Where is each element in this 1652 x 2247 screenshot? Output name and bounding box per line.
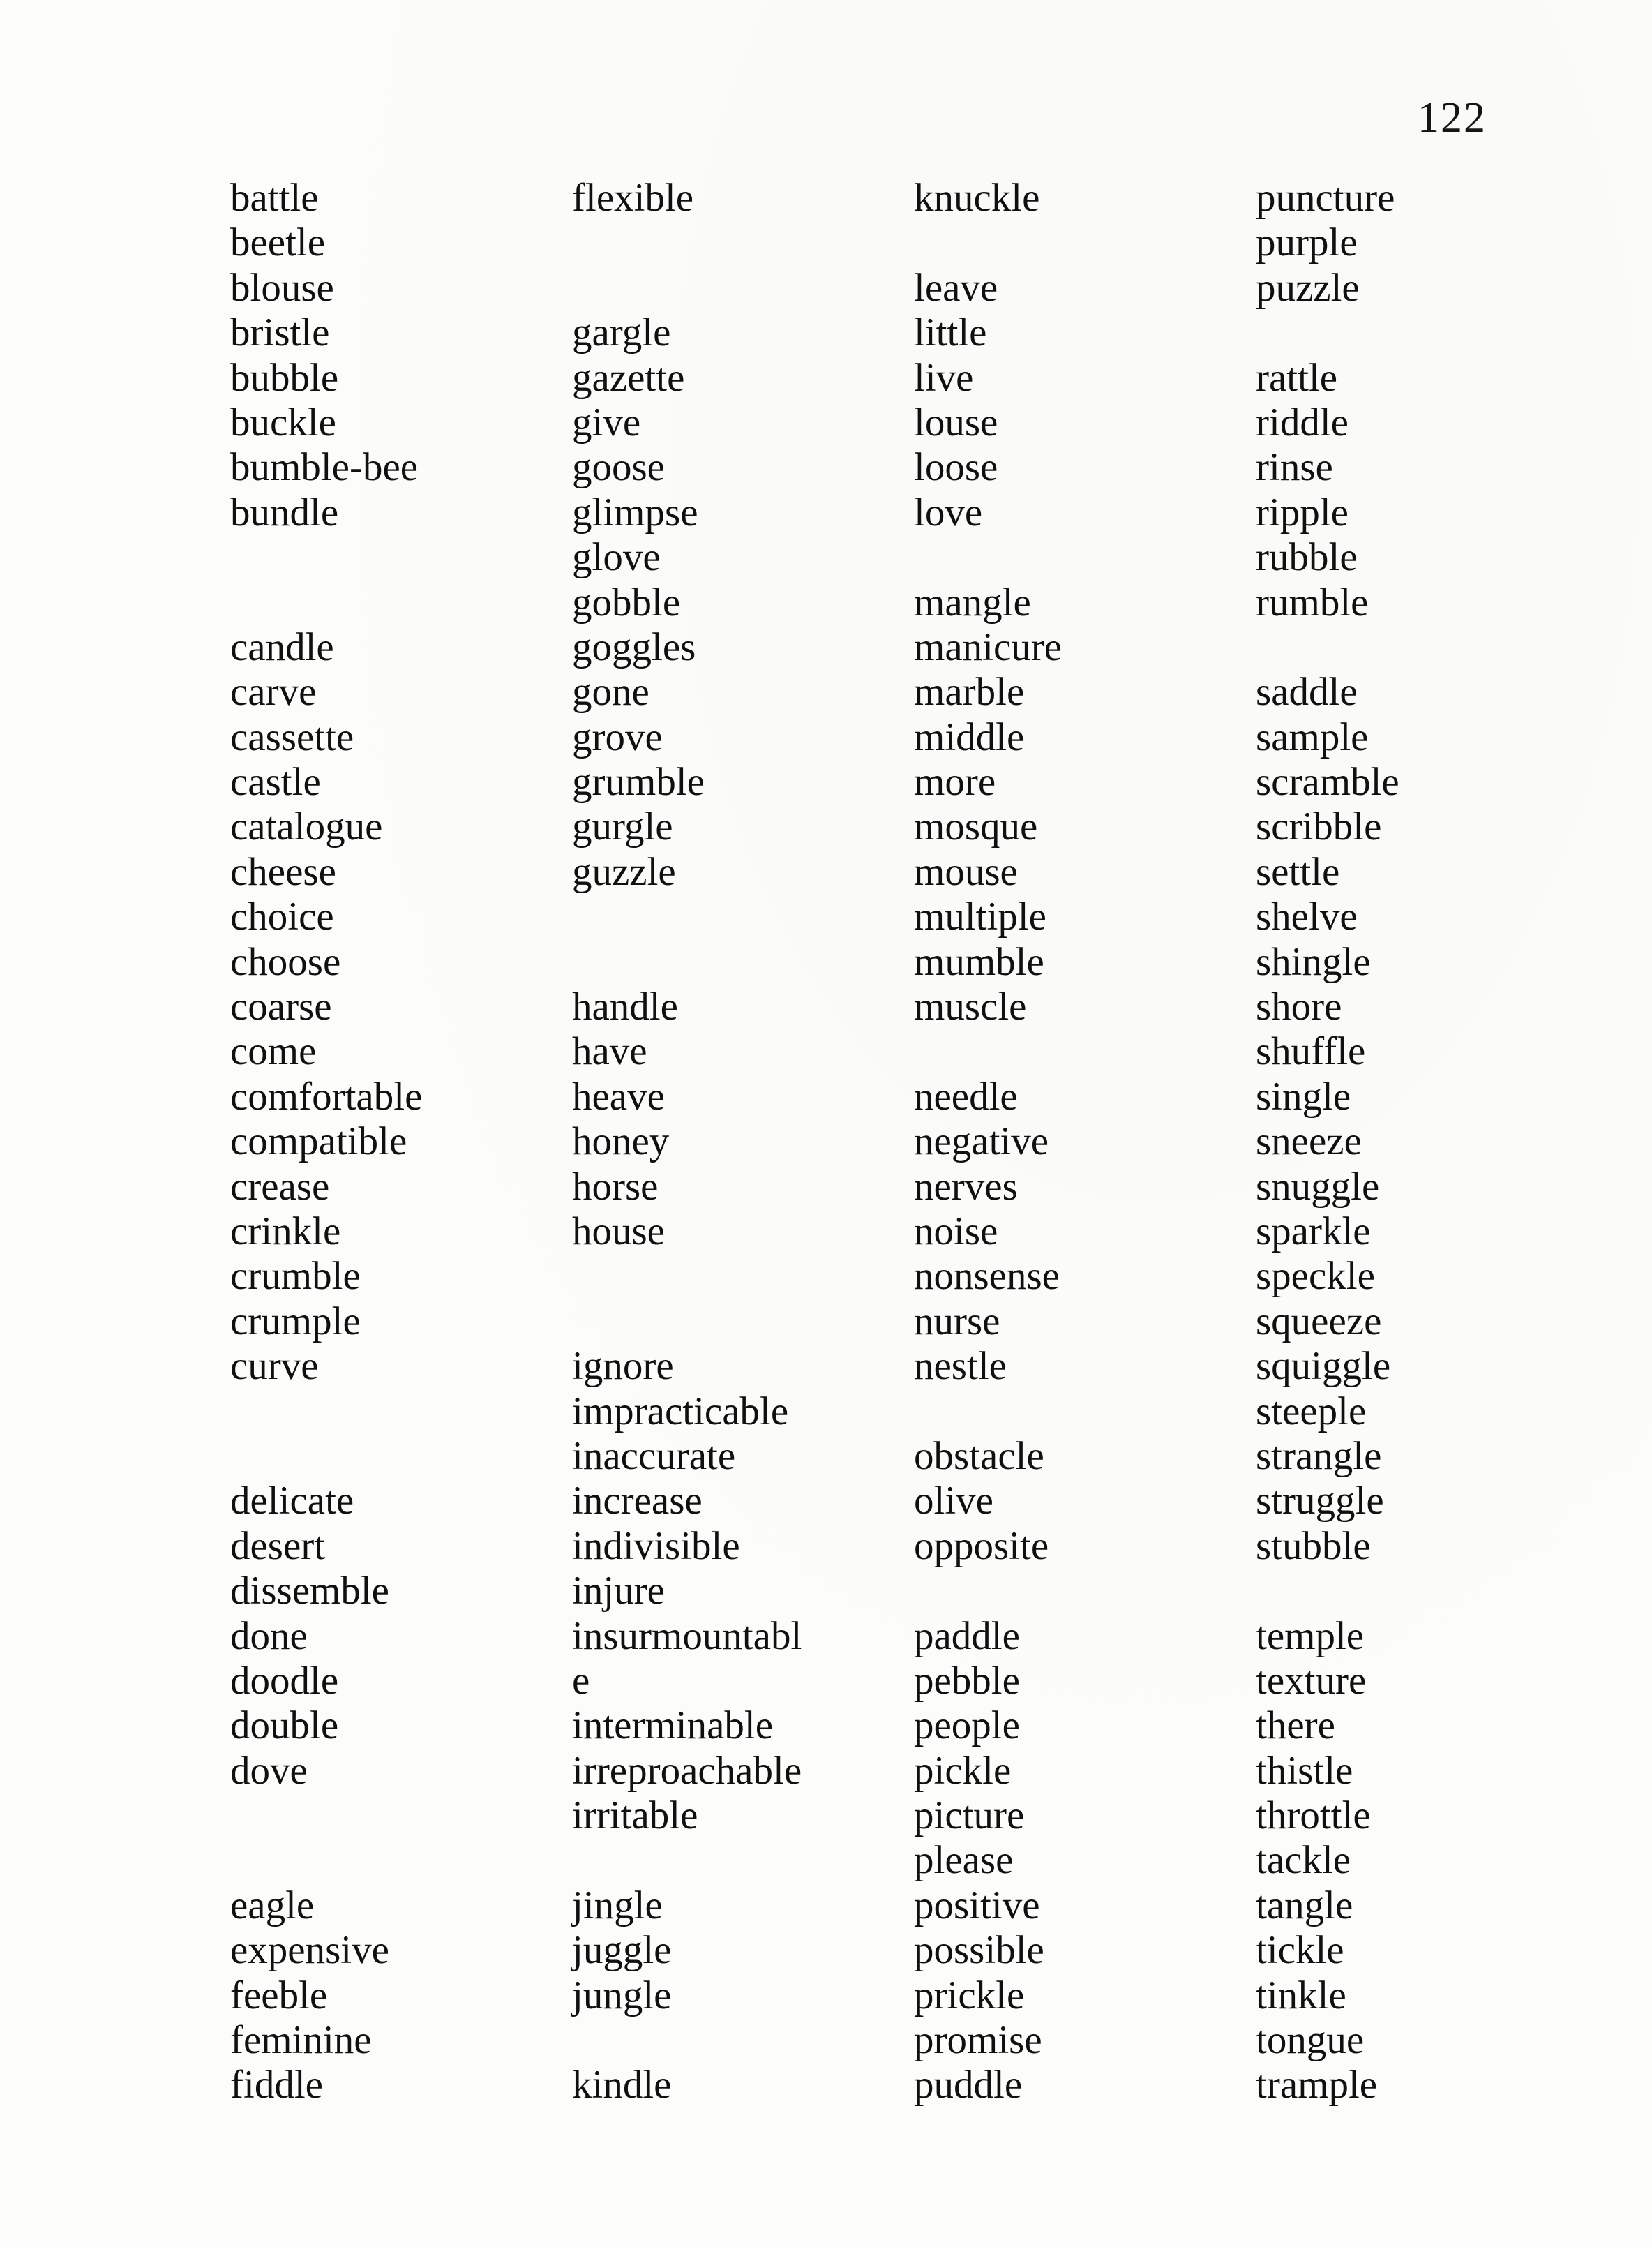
word: e — [572, 1658, 590, 1703]
word: stubble — [1256, 1523, 1371, 1568]
word: rumble — [1256, 580, 1369, 625]
word-row — [230, 1614, 1619, 1659]
word: tackle — [1256, 1838, 1351, 1883]
word: knuckle — [914, 176, 1040, 220]
word: impracticable — [572, 1389, 789, 1433]
word: gobble — [572, 580, 681, 625]
empty-cell — [230, 535, 572, 580]
word: dove — [230, 1748, 308, 1793]
word: flexible — [572, 176, 694, 220]
word: cassette — [230, 715, 354, 759]
word: saddle — [1256, 670, 1358, 715]
word: positive — [914, 1883, 1040, 1927]
word: love — [914, 490, 983, 535]
word: shore — [1256, 985, 1342, 1029]
empty-cell — [914, 1029, 1256, 1074]
word-row — [230, 1434, 1619, 1479]
word-row — [230, 1209, 1619, 1254]
word: possible — [914, 1928, 1044, 1973]
word: squeeze — [1256, 1299, 1382, 1343]
empty-cell — [914, 1389, 1256, 1434]
word: scramble — [1256, 760, 1399, 805]
word: steeple — [1256, 1389, 1367, 1433]
word: handle — [572, 985, 678, 1029]
word: promise — [914, 2018, 1042, 2063]
empty-cell — [230, 1793, 572, 1838]
word: bumble-bee — [230, 445, 419, 490]
word-row — [230, 445, 1619, 490]
word-row — [230, 2063, 1619, 2107]
word: temple — [1256, 1613, 1365, 1658]
word-row — [230, 266, 1619, 311]
word: gazette — [572, 355, 685, 400]
word: throttle — [1256, 1793, 1371, 1838]
word: jungle — [572, 1973, 672, 2017]
word: live — [914, 355, 974, 400]
empty-cell — [572, 1254, 914, 1299]
word: done — [230, 1613, 308, 1658]
word-row — [230, 535, 1619, 580]
word: injure — [572, 1569, 665, 1613]
word: louse — [914, 400, 998, 445]
word: glove — [572, 535, 661, 580]
word: crumble — [230, 1254, 361, 1299]
empty-cell — [230, 581, 572, 625]
word: dissemble — [230, 1569, 389, 1613]
empty-cell — [914, 1569, 1256, 1613]
empty-cell — [914, 221, 1256, 265]
word: purple — [1256, 221, 1358, 265]
word: nurse — [914, 1299, 1000, 1343]
word: scribble — [1256, 805, 1382, 849]
word: doodle — [230, 1658, 339, 1703]
word: horse — [572, 1164, 659, 1209]
word: manicure — [914, 625, 1062, 669]
word: pickle — [914, 1748, 1012, 1793]
word: blouse — [230, 265, 334, 310]
word: negative — [914, 1119, 1049, 1164]
word: thistle — [1256, 1748, 1353, 1793]
word: give — [572, 400, 641, 445]
word: nonsense — [914, 1254, 1060, 1299]
word: rattle — [1256, 355, 1338, 400]
word: have — [572, 1029, 647, 1074]
word: grumble — [572, 760, 705, 805]
empty-cell — [572, 2018, 914, 2063]
empty-cell — [572, 266, 914, 311]
word: shingle — [1256, 939, 1371, 984]
word-row — [230, 1029, 1619, 1074]
word-row — [230, 850, 1619, 895]
word: delicate — [230, 1479, 354, 1523]
word: nerves — [914, 1164, 1018, 1209]
word: picture — [914, 1793, 1025, 1838]
word: shuffle — [1256, 1029, 1366, 1074]
word: speckle — [1256, 1254, 1375, 1299]
word: house — [572, 1209, 665, 1253]
word: mangle — [914, 580, 1031, 625]
word-row — [230, 1524, 1619, 1569]
word-row — [230, 581, 1619, 625]
empty-cell — [914, 535, 1256, 580]
word: irritable — [572, 1793, 698, 1838]
word-row — [230, 2018, 1619, 2063]
word-row — [230, 625, 1619, 670]
word-row — [230, 176, 1619, 221]
empty-cell — [1256, 625, 1598, 670]
word: sample — [1256, 715, 1369, 759]
empty-cell — [572, 221, 914, 265]
word: leave — [914, 265, 998, 310]
word: tangle — [1256, 1883, 1353, 1927]
word: eagle — [230, 1883, 315, 1927]
word: please — [914, 1838, 1014, 1883]
word: paddle — [914, 1613, 1020, 1658]
word: bundle — [230, 490, 339, 535]
word-row — [230, 715, 1619, 760]
word: battle — [230, 176, 319, 220]
word: curve — [230, 1344, 319, 1389]
word-row — [230, 670, 1619, 715]
word-row — [230, 1479, 1619, 1523]
word: mosque — [914, 805, 1038, 849]
word: sparkle — [1256, 1209, 1371, 1253]
word: choose — [230, 939, 341, 984]
word: comfortable — [230, 1074, 423, 1119]
word: crumple — [230, 1299, 361, 1343]
word: single — [1256, 1074, 1351, 1119]
word: noise — [914, 1209, 998, 1253]
word: more — [914, 760, 996, 805]
empty-cell — [572, 940, 914, 985]
word-row — [230, 1569, 1619, 1613]
word: increase — [572, 1479, 703, 1523]
word: struggle — [1256, 1479, 1384, 1523]
word: sneeze — [1256, 1119, 1362, 1164]
word: gargle — [572, 311, 671, 355]
word-row — [230, 985, 1619, 1029]
word-row — [230, 221, 1619, 265]
word: cheese — [230, 849, 336, 894]
word: there — [1256, 1703, 1335, 1748]
word: squiggle — [1256, 1344, 1391, 1389]
word: beetle — [230, 221, 326, 265]
word: catalogue — [230, 805, 383, 849]
word: guzzle — [572, 849, 676, 894]
word: feeble — [230, 1973, 328, 2017]
empty-cell — [1256, 311, 1598, 355]
word: ripple — [1256, 490, 1349, 535]
word-row — [230, 1973, 1619, 2018]
word-row — [230, 940, 1619, 985]
word-row — [230, 1659, 1619, 1703]
word: needle — [914, 1074, 1018, 1119]
word: tickle — [1256, 1928, 1344, 1973]
word: opposite — [914, 1523, 1049, 1568]
word: riddle — [1256, 400, 1349, 445]
word: marble — [914, 670, 1025, 715]
word: indivisible — [572, 1523, 740, 1568]
word-row — [230, 1928, 1619, 1973]
word: little — [914, 311, 987, 355]
empty-cell — [572, 1838, 914, 1883]
word-row — [230, 401, 1619, 445]
word: people — [914, 1703, 1020, 1748]
word: bubble — [230, 355, 339, 400]
word-row — [230, 1703, 1619, 1748]
word: juggle — [572, 1928, 672, 1973]
word-row — [230, 1838, 1619, 1883]
word: texture — [1256, 1658, 1367, 1703]
word: gurgle — [572, 805, 673, 849]
word: muscle — [914, 985, 1027, 1029]
word: interminable — [572, 1703, 774, 1748]
word: grove — [572, 715, 663, 759]
word-row — [230, 1119, 1619, 1164]
word: kindle — [572, 2063, 672, 2107]
word-row — [230, 1075, 1619, 1119]
word: crinkle — [230, 1209, 341, 1253]
word-row — [230, 356, 1619, 401]
word-row — [230, 1749, 1619, 1793]
word: inaccurate — [572, 1433, 736, 1478]
word: obstacle — [914, 1433, 1044, 1478]
word: nestle — [914, 1344, 1007, 1389]
empty-cell — [230, 1838, 572, 1883]
word: expensive — [230, 1928, 389, 1973]
word: bristle — [230, 311, 330, 355]
word-row — [230, 805, 1619, 849]
word: double — [230, 1703, 339, 1748]
word: puzzle — [1256, 265, 1360, 310]
word: compatible — [230, 1119, 407, 1164]
word-row — [230, 1883, 1619, 1928]
word: strangle — [1256, 1433, 1382, 1478]
word: mumble — [914, 939, 1044, 984]
word: rinse — [1256, 445, 1333, 490]
word: honey — [572, 1119, 670, 1164]
word: insurmountabl — [572, 1613, 802, 1658]
word-row — [230, 1793, 1619, 1838]
word-row — [230, 1344, 1619, 1389]
word: feminine — [230, 2018, 372, 2063]
word: tongue — [1256, 2018, 1365, 2063]
word: multiple — [914, 895, 1046, 939]
empty-cell — [572, 1299, 914, 1344]
word: castle — [230, 760, 321, 805]
word: coarse — [230, 985, 332, 1029]
word: tinkle — [1256, 1973, 1346, 2017]
word: middle — [914, 715, 1025, 759]
word: prickle — [914, 1973, 1025, 2017]
word-row — [230, 1165, 1619, 1209]
word: buckle — [230, 400, 336, 445]
word: goggles — [572, 625, 696, 669]
word: desert — [230, 1523, 326, 1568]
word: jingle — [572, 1883, 663, 1927]
word: carve — [230, 670, 317, 715]
word: olive — [914, 1479, 993, 1523]
word: heave — [572, 1074, 665, 1119]
word: come — [230, 1029, 317, 1074]
word-row — [230, 1254, 1619, 1299]
word-grid — [230, 176, 1619, 2108]
word: glimpse — [572, 490, 698, 535]
word: loose — [914, 445, 998, 490]
word: snuggle — [1256, 1164, 1380, 1209]
word-row — [230, 491, 1619, 535]
page-number: 122 — [1418, 94, 1487, 142]
word: puddle — [914, 2063, 1023, 2107]
word: fiddle — [230, 2063, 323, 2107]
empty-cell — [572, 895, 914, 939]
word: irreproachable — [572, 1748, 802, 1793]
word-row — [230, 311, 1619, 355]
word: settle — [1256, 849, 1340, 894]
word-row — [230, 895, 1619, 939]
word-row — [230, 760, 1619, 805]
word: puncture — [1256, 176, 1395, 220]
word: pebble — [914, 1658, 1020, 1703]
word: mouse — [914, 849, 1018, 894]
empty-cell — [230, 1389, 572, 1434]
word: trample — [1256, 2063, 1378, 2107]
word: rubble — [1256, 535, 1358, 580]
empty-cell — [230, 1434, 572, 1479]
word: crease — [230, 1164, 330, 1209]
word: ignore — [572, 1344, 674, 1389]
word: shelve — [1256, 895, 1358, 939]
word-row — [230, 1299, 1619, 1344]
word: choice — [230, 895, 334, 939]
word: goose — [572, 445, 665, 490]
word-row — [230, 1389, 1619, 1434]
word: candle — [230, 625, 334, 669]
empty-cell — [1256, 1569, 1598, 1613]
word: gone — [572, 670, 649, 715]
